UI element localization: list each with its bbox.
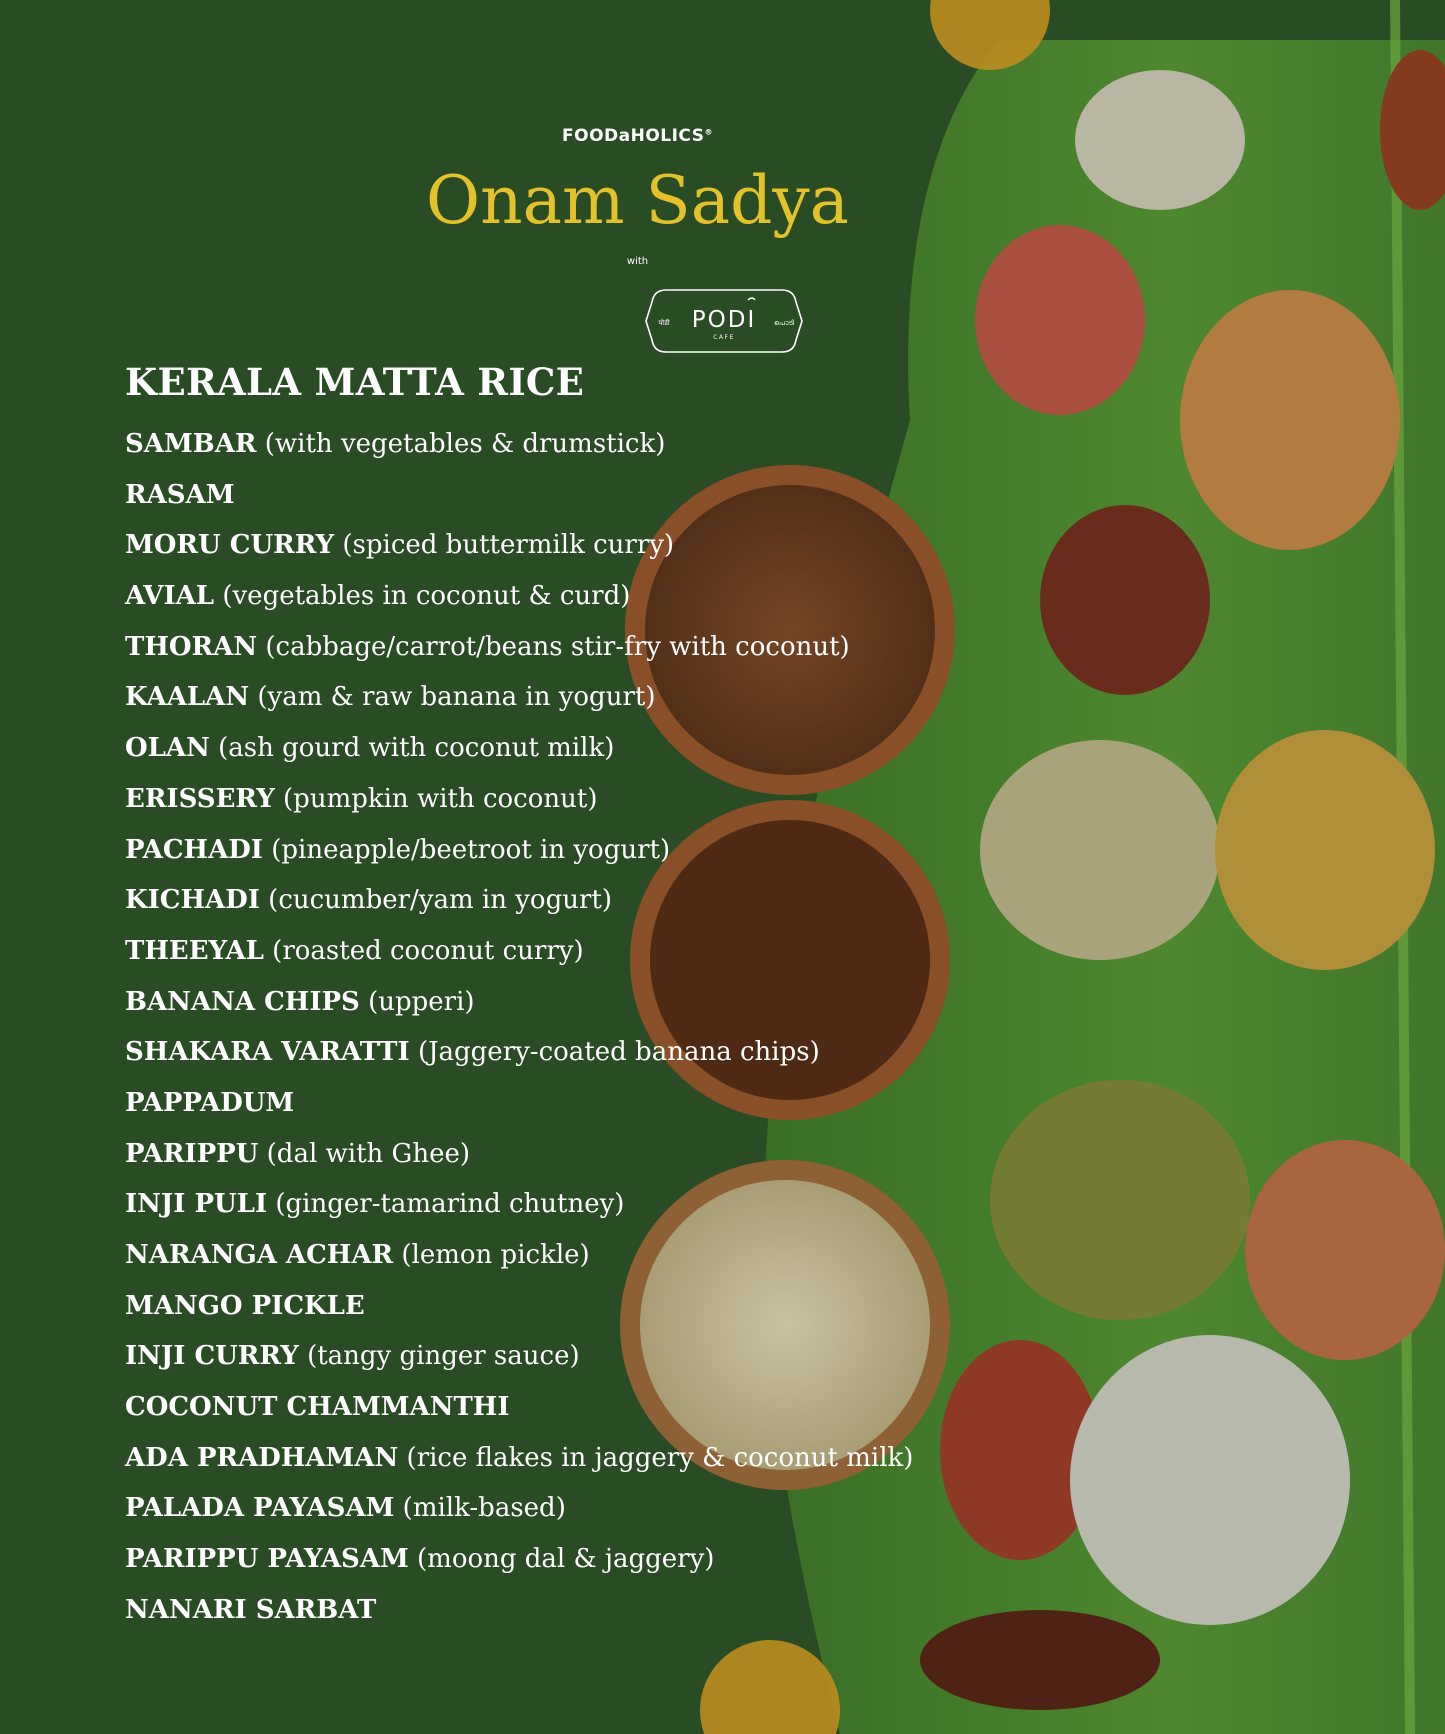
dish-description: (ash gourd with coconut milk) (218, 733, 615, 764)
menu-item (125, 1539, 913, 1590)
dish-name: INJI PULI (125, 1189, 268, 1220)
dish-description: (cucumber/yam in yogurt) (268, 885, 612, 916)
dish-description: (upperi) (368, 986, 475, 1017)
menu-item (125, 1488, 913, 1539)
dish-description: (cabbage/carrot/beans stir-fry with coconut) (265, 631, 850, 662)
dish-description: (Jaggery-coated banana chips) (417, 1037, 820, 1068)
dish-name: THEEYAL (125, 935, 264, 966)
dish-description: (spiced buttermilk curry) (342, 530, 675, 561)
dish-name: OLAN (125, 733, 210, 764)
menu-item (125, 475, 913, 526)
dish-name: THORAN (125, 631, 258, 662)
dish-name: MANGO PICKLE (125, 1290, 365, 1321)
menu-item (125, 1184, 913, 1235)
menu-item (125, 627, 913, 678)
with-text: with (626, 256, 649, 267)
dish-name: PAPPADUM (125, 1087, 295, 1118)
podi-side-left: पोडी (658, 319, 670, 327)
menu-item (125, 1235, 913, 1286)
dish-name: ERISSERY (125, 783, 275, 814)
dish-name: PARIPPU PAYASAM (125, 1544, 409, 1575)
podi-cafe-logo (644, 286, 804, 356)
dish-name: KICHADI (125, 885, 260, 916)
podi-sub: CAFE (713, 334, 735, 341)
dish-name: PARIPPU (125, 1138, 259, 1169)
dish-name: COCONUT CHAMMANTHI (125, 1392, 510, 1423)
menu-heading: KERALA MATTA RICE (125, 360, 585, 404)
dish-name: KAALAN (125, 682, 250, 713)
dish-description: (pineapple/beetroot in yogurt) (271, 834, 671, 865)
menu-item (125, 576, 913, 627)
registered-mark: ® (704, 127, 713, 137)
dish-name: RASAM (125, 479, 235, 510)
podi-side-right: പൊടി (774, 319, 794, 327)
menu-item (125, 931, 913, 982)
dish-name: PACHADI (125, 834, 263, 865)
menu-item (125, 880, 913, 931)
page-title: Onam Sadya (426, 162, 849, 239)
dish-name: INJI CURRY (125, 1341, 299, 1372)
menu-item (125, 779, 913, 830)
menu-item (125, 1438, 913, 1489)
menu-item (125, 982, 913, 1033)
dish-name: PALADA PAYASAM (125, 1493, 395, 1524)
dish-description: (ginger-tamarind chutney) (275, 1189, 625, 1220)
menu-item (125, 1083, 913, 1134)
dish-description: (pumpkin with coconut) (283, 783, 598, 814)
dish-description: (milk-based) (402, 1493, 566, 1524)
dish-description: (roasted coconut curry) (272, 935, 584, 966)
menu-list (125, 424, 913, 1641)
dish-name: MORU CURRY (125, 530, 335, 561)
menu-item (125, 1134, 913, 1185)
menu-item (125, 1336, 913, 1387)
menu-item (125, 1032, 913, 1083)
dish-description: (with vegetables & drumstick) (264, 429, 666, 459)
dish-description: (vegetables in coconut & curd) (222, 581, 631, 612)
dish-description: (lemon pickle) (401, 1240, 590, 1270)
menu-item (125, 1286, 913, 1337)
dish-name: NANARI SARBAT (125, 1594, 377, 1625)
menu-item (125, 728, 913, 779)
dish-description: (moong dal & jaggery) (417, 1544, 715, 1575)
dish-name: SHAKARA VARATTI (125, 1037, 410, 1068)
foodaholics-brand (0, 126, 1445, 146)
menu-item (125, 424, 913, 475)
brand-name: FOODaHOLICS (562, 126, 705, 146)
podi-name: PODI (691, 307, 757, 333)
menu-item (125, 1387, 913, 1438)
dish-name: AVIAL (125, 581, 215, 612)
dish-description: (dal with Ghee) (266, 1138, 470, 1169)
dish-name: ADA PRADHAMAN (125, 1442, 399, 1473)
dish-name: SAMBAR (125, 429, 257, 459)
dish-name: BANANA CHIPS (125, 986, 360, 1017)
menu-item (125, 1590, 913, 1641)
menu-item (125, 525, 913, 576)
dish-name: NARANGA ACHAR (125, 1240, 394, 1270)
dish-description: (tangy ginger sauce) (307, 1341, 580, 1372)
dish-description: (yam & raw banana in yogurt) (257, 682, 656, 713)
menu-item (125, 677, 913, 728)
dish-description: (rice flakes in jaggery & coconut milk) (406, 1442, 914, 1473)
menu-item (125, 830, 913, 881)
